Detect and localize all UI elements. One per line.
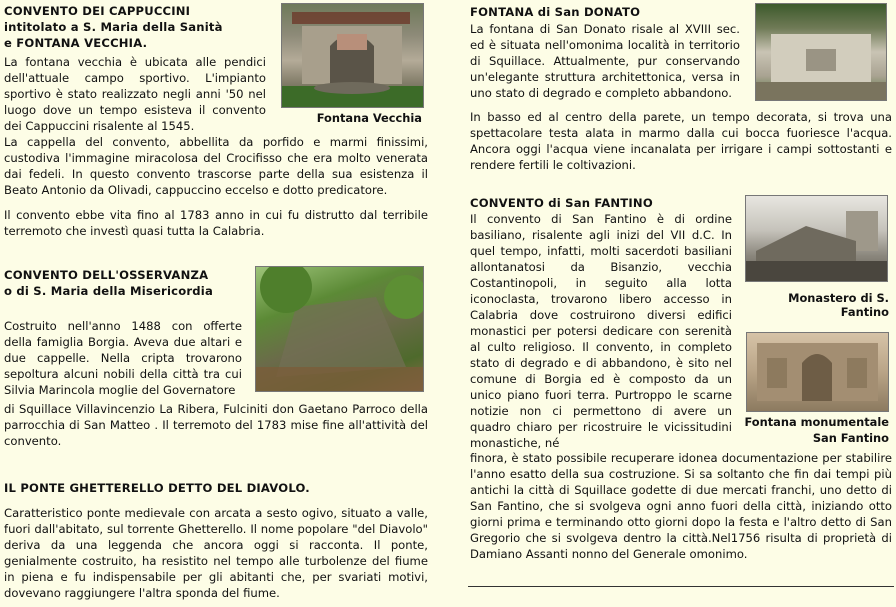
- donato-paragraph-1: La fontana di San Donato risale al XVIII sec. ed è situata nell'omonima località in territorio di Squillace. Attualmente, pur conservando un'elegante struttura architettonica, versa in uno stato di degrado e completo abbandono.: [470, 22, 740, 100]
- donato-illustration: [756, 4, 886, 100]
- donato-photo: [755, 3, 887, 101]
- fantino-paragraph-2: finora, è stato possibile recuperare idonea documentazione per stabilire l'anno esatto della sua costruzione. Si sa soltanto che fin dai tempi più antichi la città di Squillace godette di due mercati franchi, uno detto di San Fantino, che si svolgeva ogni anno fuori della città, iniziando otto giorni prima e terminando otto giorni dopo la festa e l'altro detto di San Gregorio che si svolgeva dentro la città.Nel1756 risulta di proprietà di Damiano Assanti nonno del Generale omonimo.: [470, 451, 892, 561]
- cappuccini-subtitle-2: e FONTANA VECCHIA.: [4, 36, 148, 50]
- fontana-monumentale-photo: [746, 332, 889, 412]
- osservanza-photo: [255, 266, 424, 392]
- osservanza-paragraph-1: Costruito nell'anno 1488 con offerte della famiglia Borgia. Aveva due altari e due cappelle. Nella cripta trovarono sepoltura alcuni nobili della città tra cui Silvia Marincola moglie del Governatore: [4, 319, 242, 397]
- fantino-paragraph-1: Il convento di San Fantino è di ordine basiliano, risalente agli inizi del VII d.C. In quel tempo, infatti, molti sacerdoti basiliani allontanatosi da Bisanzio, vecchia Costantinopoli, in seguito alla lotta iconoclasta, trovarono libero accesso in Calabria dove costruirono diversi edifici monastici per potersi dedicare con serenità al culto religioso. Il convento, in completo stato di degrado e di abbandono, è sito nel comune di Borgia ed è composto da un unico piano fuori terra. Purtroppo le scarne notizie non ci permettono di avere un quadro chiaro per ricostruire le vicissitudini monastiche, né: [470, 212, 732, 450]
- osservanza-subtitle: o di S. Maria della Misericordia: [4, 284, 214, 298]
- fontana-monumentale-illustration: [747, 333, 888, 411]
- fontana-monumentale-caption: [744, 414, 889, 446]
- cappuccini-paragraph-1: La fontana vecchia è ubicata alle pendici dell'attuale campo sportivo. L'impianto sportivo è stato realizzato negli anni '50 nel luogo dove un tempo esisteva il convento dei Cappuccini risalente al 1545.: [4, 55, 266, 133]
- cappuccini-subtitle: intitolato a S. Maria della Sanità: [4, 20, 223, 34]
- osservanza-paragraph-2: di Squillace Villavincenzio La Ribera, Fulciniti don Gaetano Parroco della parrocchia di San Matteo . Il terremoto del 1783 mise fine all'attività del convento.: [4, 402, 428, 448]
- bottom-divider: [468, 586, 894, 587]
- osservanza-illustration: [256, 267, 423, 391]
- cappuccini-heading: [4, 3, 274, 51]
- monastero-photo: [745, 195, 888, 282]
- fontana-vecchia-illustration: [282, 4, 423, 107]
- fontana-vecchia-caption: Fontana Vecchia: [316, 111, 422, 125]
- monastero-illustration: [746, 196, 887, 281]
- donato-paragraph-2: In basso ed al centro della parete, un tempo decorata, si trova una spettacolare testa alata in marmo dalla cui bocca fuoriesce l'acqua. Ancora oggi l'acqua viene incanalata per irrigare i campi sottostanti e rendere fertili le coltivazioni.: [470, 110, 892, 172]
- osservanza-title: CONVENTO DELL'OSSERVANZA: [4, 268, 209, 282]
- cappuccini-paragraph-3: Il convento ebbe vita fino al 1783 anno in cui fu distrutto dal terribile terremoto che investì quasi tutta la Calabria.: [4, 208, 428, 238]
- fantino-title: CONVENTO di San FANTINO: [470, 196, 653, 210]
- fontana-vecchia-photo: [281, 3, 424, 108]
- ponte-title: IL PONTE GHETTERELLO DETTO DEL DIAVOLO.: [4, 481, 310, 495]
- monastero-caption: Monastero di S. Fantino: [788, 291, 889, 319]
- cappuccini-paragraph-2: La cappella del convento, abbellita da porfido e marmi finissimi, custodiva l'immagine miracolosa del Crocifisso che era molto venerata dai fedeli. In questo convento trascorse parte della sua esistenza il Beato Antonio da Olivadi, cappuccino eccelso e dotto predicatore.: [4, 135, 428, 197]
- ponte-paragraph: Caratteristico ponte medievale con arcata a sesto ogivo, situato a valle, fuori dall'abitato, sul torrente Ghetterello. Il nome popolare "del Diavolo" deriva da una leggenda che ancora oggi si racconta. Il ponte, genialmente costruito, ha resistito nel tempo alle turbolenze del fiume in piena e fu indispensabile per gli abitanti che, per svariati motivi, dovevano raggiungere l'altra sponda del fiume.: [4, 506, 428, 600]
- donato-title: FONTANA di San DONATO: [470, 5, 641, 19]
- fontana-monumentale-caption-line-1: Fontana monumentale: [744, 415, 889, 429]
- osservanza-heading: [4, 267, 244, 299]
- fontana-monumentale-caption-line-2: San Fantino: [812, 431, 889, 445]
- cappuccini-title: CONVENTO DEI CAPPUCCINI: [4, 4, 191, 18]
